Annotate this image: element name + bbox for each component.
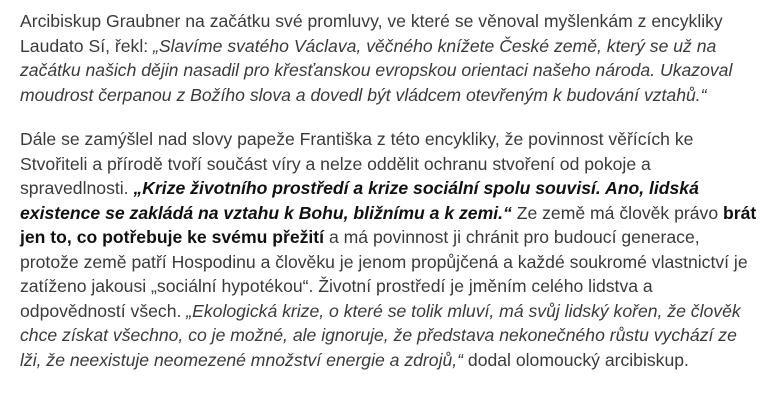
paragraph-2-continuation: a má povinnost ji chránit pro budoucí generace, protože země patří Hospodinu a člověku je jenom propůjčená a každé soukromé vlastnictví je zatíženo jakousi „sociální hypotékou“. Životní prostředí je jměním celého lidstva a odpovědností všech.	[20, 227, 748, 321]
paragraph-2	[20, 127, 760, 372]
paragraph-1-quote: „Slavíme svatého Václava, věčného knížete České země, který se už na začátku našich dějin nasadil pro křesťanskou evropskou orientaci našeho národa. Ukazoval moudrost čerpanou z Božího slova a dovedl být vládcem otevřeným k budování vztahů.“	[20, 35, 733, 105]
bold-italic-quote-text: „Krize životního prostředí a krize sociální spolu souvisí. Ano, lidská existence se zakládá na vztahu k Bohu, bližnímu a k zemi.“	[20, 178, 699, 223]
paragraph-1-intro: Arcibiskup Graubner na začátku své promluvy, ve které se věnoval myšlenkám z encykliky Laudato Sí, řekl:	[20, 11, 723, 56]
closing-quote: „Ekologická krize, o které se tolik mluví, má svůj lidský kořen, že člověk chce získat všechno, co je možné, ale ignoruje, že představa nekonečného růstu vychází ze lži, že neexistuje neomezené množství energie a zdrojů,“	[20, 300, 741, 370]
attribution: dodal olomoucký arcibiskup.	[463, 349, 689, 370]
bold-phrase: brát jen to, co potřebuje ke svému přežití	[20, 202, 757, 247]
paragraph-2-middle: Ze země má člověk právo	[511, 202, 724, 223]
paragraph-1	[20, 9, 760, 107]
paragraph-2-intro: Dále se zamýšlel nad slovy papeže Františka z této encykliky, že povinnost věřících ke Stvořiteli a přírodě tvoří součást víry a nelze oddělit ochranu stvoření od pokoje a spravedlnosti.	[20, 129, 694, 198]
article-body	[20, 9, 760, 392]
